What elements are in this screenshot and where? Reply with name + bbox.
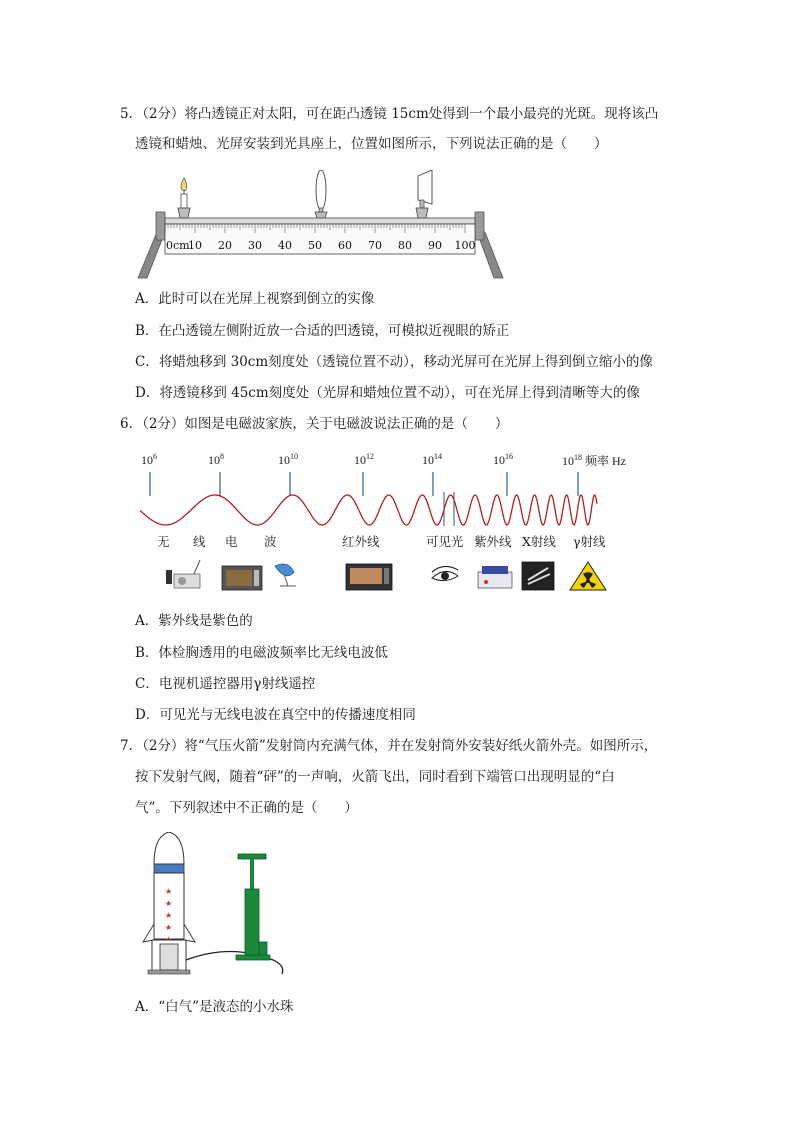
freq-label-1e18 [562, 452, 626, 469]
ruler-label: 100 [454, 239, 476, 252]
em-spectrum-svg [135, 468, 615, 530]
ruler-label: 40 [278, 239, 292, 252]
satellite-dish-icon [275, 564, 296, 586]
ruler-label: 80 [398, 239, 412, 252]
ruler-label: 20 [218, 239, 232, 252]
freq-exp: 12 [366, 452, 374, 461]
freq-base: 10 [208, 453, 220, 467]
uv-device-icon [478, 566, 512, 588]
launch-stand [148, 940, 190, 974]
q7-option-a[interactable]: A．“白气”是液态的小水珠 [135, 999, 294, 1015]
freq-label-1e8 [208, 452, 224, 468]
band-gamma: γ射线 [573, 534, 606, 549]
q5-option-b[interactable]: B．在凸透镜左侧附近放一合适的凹透镜，可模拟近视眼的矫正 [135, 323, 510, 339]
freq-label-1e12 [354, 452, 374, 468]
freq-exp: 6 [153, 452, 157, 461]
ruler-label: 60 [338, 239, 352, 252]
application-icons [160, 558, 620, 594]
freq-label-1e14 [422, 452, 442, 468]
frequency-markers [150, 472, 578, 496]
freq-base: 10 [354, 453, 366, 467]
freq-label-1e10 [278, 452, 298, 468]
q5-option-a[interactable]: A．此时可以在光屏上视察到倒立的实像 [135, 291, 375, 307]
freq-exp: 14 [434, 452, 442, 461]
q6-option-a[interactable]: A．紫外线是紫色的 [135, 613, 253, 629]
q5-stem-line1: 5．（2分）将凸透镜正对太阳，可在距凸透镜 15cm处得到一个最小最亮的光斑。现将该凸 [120, 106, 659, 122]
ruler-label: 10 [188, 239, 202, 252]
svg-text:★: ★ [165, 911, 173, 920]
eye-icon [432, 566, 458, 580]
q6-option-b[interactable]: B．体检胸透用的电磁波频率比无线电波低 [135, 645, 388, 661]
svg-text:★: ★ [165, 899, 173, 908]
paper-rocket [143, 832, 195, 944]
right-post [475, 212, 484, 240]
ruler-label: 50 [308, 239, 322, 252]
ruler-label: 0cm [166, 239, 190, 252]
freq-unit: 频率 Hz [585, 454, 626, 468]
band-radio-3: 电 [225, 534, 238, 549]
q6-option-d[interactable]: D．可见光与无线电波在真空中的传播速度相同 [135, 707, 416, 723]
microwave-icon [222, 566, 262, 590]
freq-exp: 8 [220, 452, 224, 461]
convex-lens [315, 170, 327, 218]
freq-exp: 16 [505, 452, 513, 461]
radiation-hazard-icon [570, 562, 606, 590]
ruler-label: 70 [368, 239, 382, 252]
em-spectrum-figure [135, 468, 615, 530]
freq-label-1e6 [141, 452, 157, 468]
q6-stem: 6．（2分）如图是电磁波家族，关于电磁波说法正确的是（ ） [120, 416, 509, 432]
q6-option-c[interactable]: C．电视机遥控器用γ射线遥控 [135, 676, 316, 692]
left-post [156, 212, 165, 240]
q5-option-d[interactable]: D．将透镜移到 45cm刻度处（光屏和蜡烛位置不动），可在光屏上得到清晰等大的像 [135, 385, 640, 401]
q7-stem-line1: 7．（2分）将“气压火箭”发射筒内充满气体，并在发射筒外安装好纸火箭外壳。如图所示， [120, 738, 658, 754]
ruler-label: 30 [248, 239, 262, 252]
light-screen [416, 170, 432, 218]
freq-base: 10 [141, 453, 153, 467]
band-ultraviolet: 紫外线 [474, 534, 512, 549]
q5-option-c[interactable]: C．将蜡烛移到 30cm刻度处（透镜位置不动），移动光屏可在光屏上得到倒立缩小的像 [135, 354, 653, 370]
freq-exp: 10 [290, 452, 298, 461]
toaster-oven-icon [346, 564, 392, 590]
optical-bench-figure [135, 170, 505, 285]
freq-base: 10 [278, 453, 290, 467]
band-visible: 可见光 [426, 534, 464, 549]
band-xray: X射线 [522, 534, 556, 549]
freq-exp: 18 [574, 453, 582, 462]
radio-icon [166, 560, 200, 588]
svg-text:★: ★ [165, 923, 173, 932]
svg-text:★: ★ [165, 887, 173, 896]
freq-base: 10 [562, 454, 574, 468]
band-radio-1: 无 [157, 534, 170, 549]
freq-base: 10 [422, 453, 434, 467]
q7-stem-line2: 按下发射气阀，随着“砰”的一声响，火箭飞出，同时看到下端管口出现明显的“白 [135, 769, 615, 785]
candle [178, 178, 190, 218]
rocket-pump-svg [138, 832, 298, 982]
ruler-label: 90 [428, 239, 442, 252]
freq-base: 10 [493, 453, 505, 467]
air-pump [236, 854, 270, 960]
optical-bench-svg [135, 170, 505, 285]
rocket-pump-figure [138, 832, 298, 982]
q5-stem-line2: 透镜和蜡烛、光屏安装到光具座上，位置如图所示，下列说法正确的是（ ） [135, 136, 608, 152]
freq-label-1e16 [493, 452, 513, 468]
bench-rail [165, 218, 475, 224]
xray-image-icon [522, 562, 554, 590]
q7-stem-line3: 气”。下列叙述中不正确的是（ ） [135, 800, 358, 816]
em-wave [140, 495, 597, 525]
band-radio-4: 波 [264, 534, 277, 549]
band-radio-2: 线 [193, 534, 206, 549]
band-infrared: 红外线 [342, 534, 380, 549]
